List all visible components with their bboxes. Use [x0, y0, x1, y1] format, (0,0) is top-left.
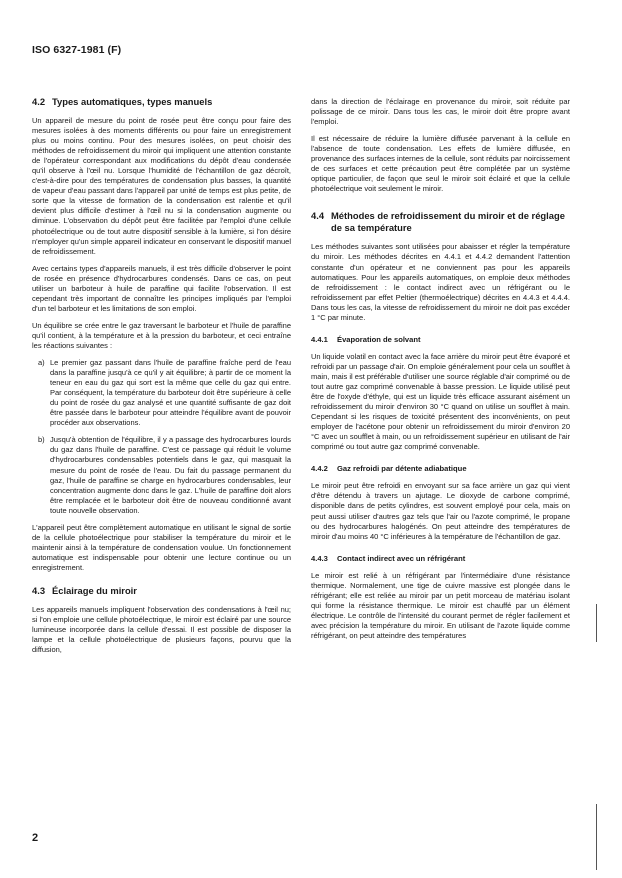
section-4-2-heading: [32, 96, 291, 108]
list-item-text: Le premier gaz passant dans l'huile de paraffine fraîche perd de l'eau dans la paraffine jusqu'à ce qu'il y ait équilibre; à partir de ce moment la teneur en eau du gaz qui sort est la même que celle du gaz qui entre. Par conséquent, la température du barboteur doit être supérieure à celle du point de rosée du gaz analysé et une quantité suffisante de gaz doit être passée dans le barboteur pour atteindre l'équilibre avant de pouvoir procéder aux observations.: [50, 358, 291, 428]
paragraph: Un appareil de mesure du point de rosée peut être conçu pour faire des mesures isolées à des moments différents ou pour faire un enregistrement plus ou moins continu. Pour des mesures isolées, on peut choisir des méthodes de refroidissement du miroir qui impliquent une attention constante de l'opérateur correspondant aux modifications du dépôt d'eau condensée qu'il observe à l'œil nu. Lorsque l'humidité de l'échantillon de gaz décroît, c'est-à-dire pour des températures de condensation plus basses, la quantité de vapeur d'eau passant dans l'appareil par unité de temps est plus petite, de sorte que la vitesse de formation de la condensation est ralentie et qu'il devient plus difficile d'estimer à l'œil nu si la condensation augmente ou diminue. L'observation du dépôt peut être facilitée par l'emploi d'une cellule photoélectrique ou de tout autre dispositif sensible à la lumière, si l'on désire n'employer qu'un simple appareil indicateur en conservant le dispositif manuel de refroidissement.: [32, 116, 291, 256]
paragraph: Un liquide volatil en contact avec la face arrière du miroir peut être évaporé et refroidi par un passage d'air. On emploie généralement pour cela un soufflet à main, mais il est préférable d'utiliser une source réglable d'air comprimé ou de tout autre gaz comprimé convenable à basse pression. Le liquide utilisé peut être de l'oxyde d'éthyle, qui est un liquide très efficace assurant aisément un refroidissement du miroir d'environ 30 °C quand on utilise un soufflet à main. Cependant si les risques de toxicité présentent des inconvénients, on peut employer de l'acétone pour obtenir un refroidissement du miroir d'environ 20 °C avec un soufflet à main, ou un refroidissement supérieur en utilisant de l'air comprimé ou tout autre gaz comprimé convenable.: [311, 351, 571, 452]
section-4-4-heading: [311, 210, 570, 234]
section-4-3-heading: [32, 585, 291, 597]
paragraph: dans la direction de l'éclairage en provenance du miroir, soit réduite par polissage de ce miroir. Dans tous les cas, le miroir doit être propre avant l'emploi.: [311, 97, 570, 127]
section-number: 4.4.2: [311, 464, 328, 474]
section-title: Éclairage du miroir: [52, 584, 137, 596]
section-number: 4.4: [311, 210, 325, 222]
paragraph: Les méthodes suivantes sont utilisées pour abaisser et régler la température du miroir. Les méthodes décrites en 4.4.1 et 4.4.2 demandent l'attention constante d'un opérateur et ne conviennent pas pour les appareils automatiques. Pour les appareils automatiques, on emploie deux méthodes de refroidissement : le contact indirect avec un réfrigérant ou le refroidissement par effet Peltier (thermoélectrique) décrites en 4.4.3 et 4.4.4. Dans tous les cas, la vitesse de refroidissement du miroir ne doit pas excéder 1 °C par minute.: [311, 242, 570, 322]
paragraph: Le miroir est relié à un réfrigérant par l'intermédiaire d'une résistance thermique. Normalement, une tige de cuivre massive est plongée dans le réfrigérant; elle est reliée au miroir par un petit morceau de matériau isolant qui forme la résistance thermique. Le miroir est chauffé par un élément électrique. Le contrôle de l'intensité du courant permet de régler facilement et avec précision la température du miroir. En utilisant de l'azote liquide comme réfrigérant, on peut atteindre des températures: [311, 570, 570, 640]
revision-bar: [596, 604, 597, 642]
section-number: 4.4.3: [311, 553, 328, 563]
right-column: [311, 97, 570, 648]
paragraph: L'appareil peut être complètement automatique en utilisant le signal de sortie de la cellule photoélectrique pour stabiliser la température du miroir et le maintenir ainsi à la température de condensation voulue. Un fonctionnement automatique est indispensable pour obtenir une lecture continue ou un enregistrement.: [32, 522, 291, 572]
list-item-text: Jusqu'à obtention de l'équilibre, il y a passage des hydrocarbures lourds du gaz dans l'huile de paraffine. C'est ce passage qui réduit le volume d'hydrocarbures condensables potentiels dans le gaz, qui masquait la mesure du point de rosée de l'eau. Du fait du passage permanent du gaz, l'huile de paraffine se charge en hydrocarbures condensables, leur concentration augmente donc dans le gaz. L'huile de paraffine doit alors être remplacée et le barboteur doit être de nouveau conditionné avant toute nouvelle observation.: [50, 435, 291, 515]
paragraph: Il est nécessaire de réduire la lumière diffusée parvenant à la cellule en l'absence de toute condensation. Les effets de lumière diffusée, en provenance des surfaces internes de la cellule, sont réduits par noircissement de ces surfaces et cette précaution peut être complétée par un système optique particulier, de façon que seul le miroir soit éclairé et que la cellule photoélectrique voit seulement le miroir.: [311, 134, 570, 194]
section-title: Méthodes de refroidissement du miroir et de réglage de sa température: [331, 210, 565, 234]
document-header: ISO 6327-1981 (F): [32, 44, 122, 56]
section-title: Gaz refroidi par détente adiabatique: [337, 464, 467, 474]
list-item-label: a): [38, 358, 45, 368]
list-item-b: [32, 435, 291, 515]
section-title: Évaporation de solvant: [337, 334, 421, 344]
list-item-a: [32, 358, 291, 428]
left-column: [32, 96, 291, 662]
section-title: Types automatiques, types manuels: [52, 96, 213, 107]
page-number: 2: [32, 832, 39, 844]
section-number: 4.3: [32, 584, 46, 596]
list-item-label: b): [38, 435, 45, 445]
paragraph: Un équilibre se crée entre le gaz traversant le barboteur et l'huile de paraffine qu'il contient, à la température et à la pression du barboteur, et ceci entraîne les réactions suivantes :: [32, 320, 291, 350]
paragraph: Le miroir peut être refroidi en envoyant sur sa face arrière un gaz qui vient d'être détendu à travers un ajutage. Le dioxyde de carbone comprimé, disponible dans de petits cylindres, est souvent employé pour cela, mais on peut aussi utiliser d'autres gaz tels que l'air ou l'azote comprimé, le propane ou des hydrocarbures halogénés. On peut atteindre des températures de miroir d'au moins 40 °C inférieures à la température de l'échantillon de gaz.: [311, 481, 570, 541]
revision-bar: [596, 804, 597, 870]
section-4-4-2-heading: [311, 464, 570, 474]
section-number: 4.4.1: [311, 334, 328, 344]
section-4-4-3-heading: [311, 554, 570, 564]
section-4-4-1-heading: [311, 335, 570, 345]
section-number: 4.2: [32, 96, 46, 107]
paragraph: Avec certains types d'appareils manuels, il est très difficile d'observer le point de rosée en présence d'hydrocarbures condensés. Dans ce cas, on peut utiliser un barboteur à huile de paraffine qui facilite l'observation. Il est cependant très important de connaître les principes impliqués par l'emploi d'un tel barboteur et les limitations de son emploi.: [32, 263, 291, 313]
paragraph: Les appareils manuels impliquent l'observation des condensations à l'œil nu; si l'on emploie une cellule photoélectrique, le miroir est éclairé par une source lumineuse incorporée dans la cellule d'essai. Il est possible de disposer la lampe et la cellule photoélectrique de plusieurs façons, pourvu que la diffusion,: [32, 604, 291, 655]
section-title: Contact indirect avec un réfrigérant: [337, 553, 466, 563]
